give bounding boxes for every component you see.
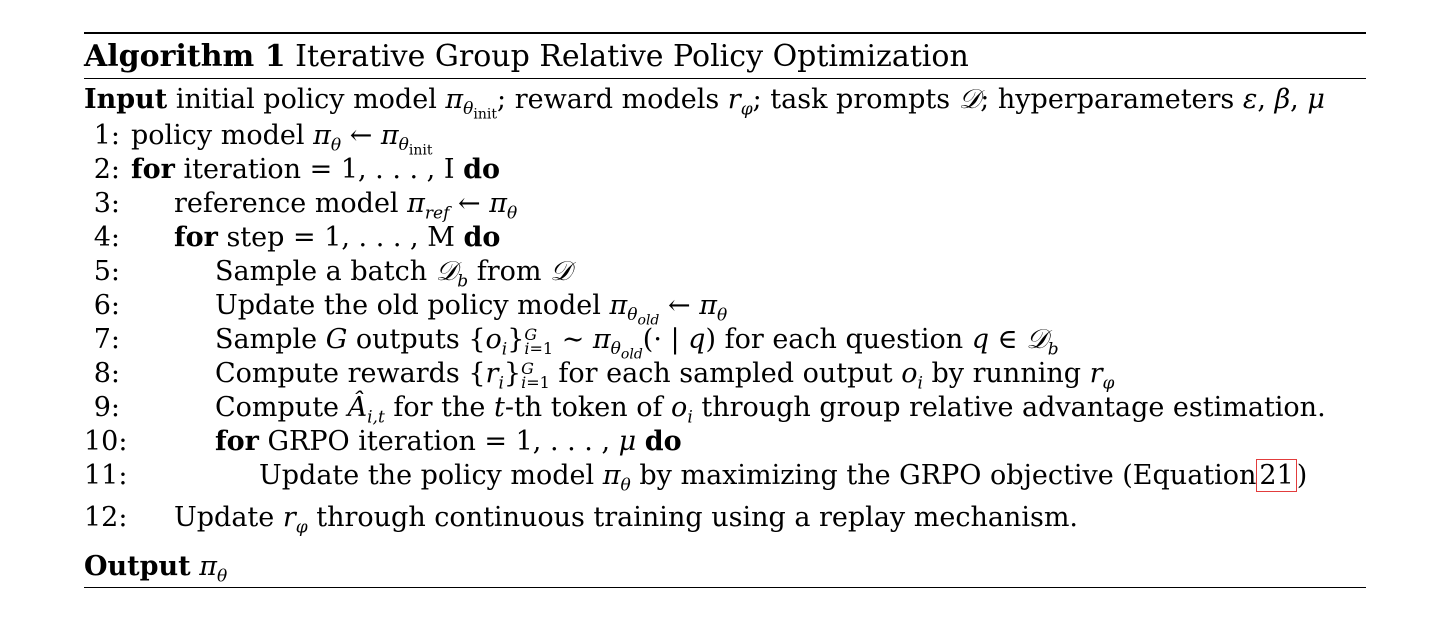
algo-line: 9: Compute $Â_{i,t}$ for the t-th token of $o_i$ through group relative advantage estimation.	[84, 391, 1366, 425]
line-number: 7:	[93, 324, 120, 355]
line-text: through continuous training using a replay mechanism.	[316, 502, 1079, 533]
line-number: 10:	[84, 426, 128, 457]
line-text: through group relative advantage estimation.	[701, 392, 1326, 423]
line-number: 6:	[93, 290, 120, 321]
keyword-for: for	[131, 154, 175, 185]
line-text: iteration = 1, . . . , I	[183, 154, 455, 185]
input-text: ; reward models	[497, 84, 720, 115]
equation-reference-link[interactable]: 21	[1256, 459, 1296, 492]
input-text: initial policy model	[175, 84, 437, 115]
keyword-do: do	[644, 426, 682, 457]
algo-line: 5: Sample a batch 𝒟$_b$ from 𝒟	[84, 255, 1366, 289]
keyword-do: do	[463, 154, 500, 185]
input-label: Input	[84, 84, 168, 115]
line-text: Compute	[215, 392, 340, 423]
line-text: policy model	[131, 120, 305, 151]
line-number: 9:	[93, 392, 120, 423]
line-number: 2:	[93, 154, 120, 185]
keyword-for: for	[215, 426, 259, 457]
input-text: ; task prompts	[752, 84, 951, 115]
algo-line: 12: Update $r_\varphi$ through continuous training using a replay mechanism.	[84, 502, 1079, 538]
line-text: Sample	[215, 324, 318, 355]
line-text: outputs	[355, 324, 460, 355]
line-number: 1:	[93, 120, 120, 151]
bottom-rule	[84, 587, 1366, 588]
header-rule	[84, 78, 1366, 79]
algo-line: 11: Update the policy model $\pi_\theta$ by maximizing the GRPO objective (Equation 21 )	[84, 460, 1308, 496]
line-number: 12:	[84, 502, 128, 533]
algo-line	[84, 221, 1366, 255]
algo-line: 3: reference model $\pi_{ref}$ ← $\pi_\theta$	[84, 187, 1366, 221]
line-number: 8:	[93, 358, 120, 389]
line-text: for the	[393, 392, 486, 423]
line-text: for each question	[724, 324, 964, 355]
keyword-for: for	[174, 222, 218, 253]
output-label: Output	[84, 551, 191, 582]
algorithm-title: Iterative Group Relative Policy Optimization	[295, 39, 969, 74]
line-text: by running	[931, 358, 1082, 389]
algo-line: 7: Sample G outputs $\{o_i\}$ G i=1 ∼ $\pi_{\theta_{old}}(\cdot$ | q) for each question q ∈ 𝒟$_b$	[84, 323, 1366, 357]
line-text: from	[476, 256, 542, 287]
line-number: 11:	[84, 460, 128, 491]
input-text: ; hyperparameters	[980, 84, 1235, 115]
output-line: Output $\pi_\theta$	[84, 551, 228, 587]
line-number: 3:	[93, 188, 120, 219]
algo-line	[84, 153, 1366, 187]
line-text: reference model	[174, 188, 399, 219]
line-text: -th token of	[504, 392, 663, 423]
line-text: by maximizing the GRPO objective (Equation	[639, 460, 1257, 491]
algo-line: 8: Compute rewards $\{r_i\}$ G i=1 for each sampled output $o_i$ by running $r_\varphi$	[84, 357, 1366, 391]
line-text: Sample a batch	[215, 256, 428, 287]
line-text: step = 1, . . . , M	[226, 222, 455, 253]
algo-line: 1: policy model $\pi_\theta$ ← $\pi_{\theta_{init}}$	[84, 119, 1366, 153]
line-text: Update the old policy model	[215, 290, 601, 321]
line-text: Update	[174, 502, 275, 533]
algorithm-block	[84, 32, 1366, 588]
line-text: for each sampled output	[558, 358, 893, 389]
line-text: )	[1296, 460, 1308, 491]
algorithm-header	[84, 34, 1366, 78]
line-number: 5:	[93, 256, 120, 287]
algo-line: 6: Update the old policy model $\pi_{\theta_{old}}$ ← $\pi_\theta$	[84, 289, 1366, 323]
algorithm-label: Algorithm 1	[84, 39, 286, 74]
input-line: Input initial policy model $\pi_{\theta_{init}}$; reward models $r_\varphi$; task prompts 𝒟; hyperparameters ε, β, μ	[84, 84, 1325, 123]
line-text: GRPO iteration = 1, . . . ,	[267, 426, 611, 457]
line-text: Update the policy model	[259, 460, 595, 491]
line-text: Compute rewards	[215, 358, 460, 389]
keyword-do: do	[463, 222, 501, 253]
line-number: 4:	[93, 222, 120, 253]
algo-line: 10: for GRPO iteration = 1, . . . , μ do	[84, 426, 682, 457]
